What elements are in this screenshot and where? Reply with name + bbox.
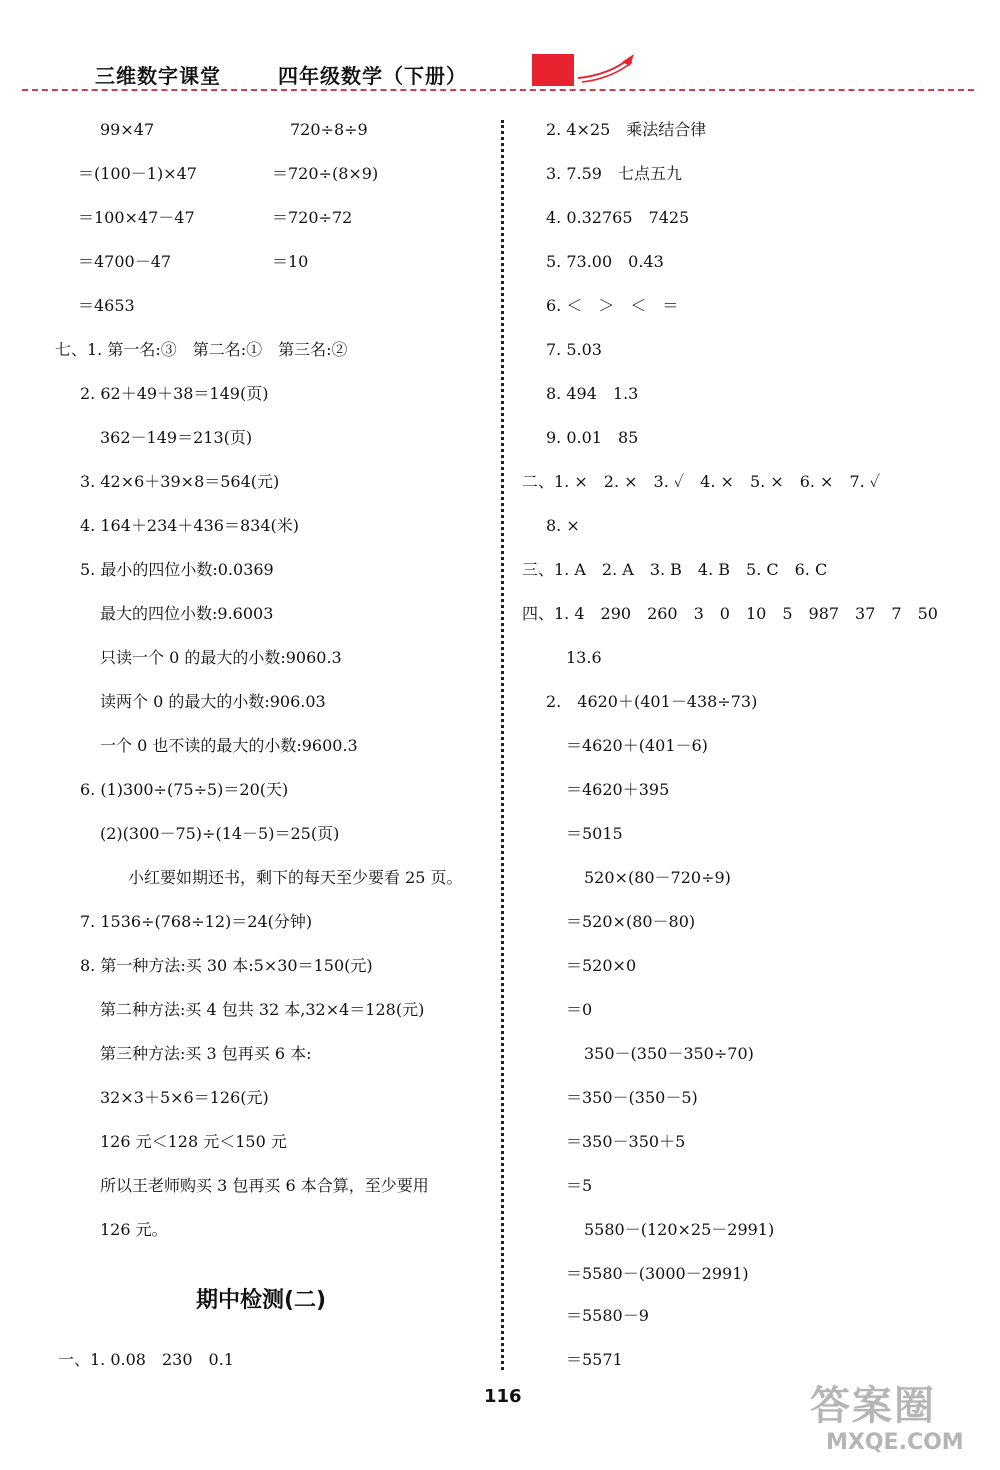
answer-line: 2. 4620＋(401－438÷73) [546, 692, 758, 711]
answer-line: 350－(350－350÷70) [584, 1044, 754, 1063]
book-title: 四年级数学（下册） [278, 64, 467, 88]
page-number: 116 [484, 1386, 522, 1407]
answer-line: 99×47 [100, 120, 155, 139]
answer-line: ＝720÷72 [272, 208, 353, 227]
answer-line: 5. 最小的四位小数:0.0369 [80, 560, 274, 579]
answer-line: 2. 4×25 乘法结合律 [546, 120, 707, 139]
answer-line: 8. 第一种方法:买 30 本:5×30＝150(元) [80, 956, 373, 975]
answer-line: 2. 62＋49＋38＝149(页) [80, 384, 269, 403]
answer-line: 9. 0.01 85 [546, 428, 639, 447]
answer-line: ＝520×(80－80) [566, 912, 696, 931]
answer-line: ＝4620＋(401－6) [566, 736, 708, 755]
answer-line: 4. 164＋234＋436＝834(米) [80, 516, 299, 535]
answer-line: ＝4700－47 [78, 252, 172, 271]
answer-line: ＝4653 [78, 296, 135, 315]
answer-line: ＝720÷(8×9) [272, 164, 379, 183]
answer-line: ＝520×0 [566, 956, 637, 975]
answer-line: 最大的四位小数:9.6003 [100, 604, 274, 623]
answer-line: 一、1. 0.08 230 0.1 [58, 1350, 234, 1369]
answer-line: 6. (1)300÷(75÷5)＝20(天) [80, 780, 289, 799]
watermark-url: MXQE.COM [826, 1430, 964, 1455]
answer-line: 三、1. A 2. A 3. B 4. B 5. C 6. C [522, 560, 828, 579]
answer-line: 第二种方法:买 4 包共 32 本,32×4＝128(元) [100, 1000, 425, 1019]
answer-line: 二、1. × 2. × 3. ✓ 4. × 5. × 6. × 7. ✓ [522, 472, 881, 491]
answer-line: ＝(100－1)×47 [78, 164, 197, 183]
rocket-logo-icon [530, 52, 640, 92]
answer-line: 四、1. 4 290 260 3 0 10 5 987 37 7 50 [522, 604, 938, 623]
answer-line: 32×3＋5×6＝126(元) [100, 1088, 269, 1107]
answer-line: 所以王老师购买 3 包再买 6 本合算，至少要用 [100, 1176, 429, 1195]
answer-line: ＝5571 [566, 1350, 623, 1369]
answer-line: 小红要如期还书，剩下的每天至少要看 25 页。 [128, 868, 463, 887]
answer-line: 6. ＜ ＞ ＜ ＝ [546, 296, 679, 315]
header-divider [22, 89, 974, 91]
answer-line: 5. 73.00 0.43 [546, 252, 664, 271]
answer-line: 一个 0 也不读的最大的小数:9600.3 [100, 736, 358, 755]
answer-line: 第三种方法:买 3 包再买 6 本: [100, 1044, 312, 1063]
answer-line: 4. 0.32765 7425 [546, 208, 690, 227]
answer-line: ＝4620＋395 [566, 780, 670, 799]
answer-line: 8. 494 1.3 [546, 384, 639, 403]
answer-line: ＝5580－(3000－2991) [566, 1264, 749, 1283]
answer-line: ＝5580－9 [566, 1306, 649, 1325]
watermark-text: 答案圈 [810, 1383, 936, 1429]
answer-line: ＝5 [566, 1176, 593, 1195]
answer-line: 3. 42×6＋39×8＝564(元) [80, 472, 280, 491]
answer-line: ＝0 [566, 1000, 593, 1019]
answer-line: 520×(80－720÷9) [584, 868, 731, 887]
section-title: 期中检测(二) [196, 1288, 327, 1313]
answer-line: ＝350－(350－5) [566, 1088, 698, 1107]
answer-line: 7. 1536÷(768÷12)＝24(分钟) [80, 912, 313, 931]
answer-line: 126 元＜128 元＜150 元 [100, 1132, 287, 1151]
answer-line: 只读一个 0 的最大的小数:9060.3 [100, 648, 342, 667]
answer-line: ＝350－350＋5 [566, 1132, 686, 1151]
answer-line: (2)(300－75)÷(14－5)＝25(页) [100, 824, 340, 843]
answer-line: 126 元。 [100, 1220, 168, 1239]
answer-line: 3. 7.59 七点五九 [546, 164, 682, 183]
answer-line: 8. × [546, 516, 580, 535]
answer-line: ＝5015 [566, 824, 623, 843]
answer-line: ＝10 [272, 252, 309, 271]
answer-line: 13.6 [566, 648, 602, 667]
page-header [0, 0, 1000, 100]
series-title: 三维数字课堂 [95, 64, 221, 88]
answer-line: 读两个 0 的最大的小数:906.03 [100, 692, 326, 711]
answer-line: 七、1. 第一名:③ 第二名:① 第三名:② [55, 340, 348, 359]
answer-line: ＝100×47－47 [78, 208, 195, 227]
watermark-logo [790, 1374, 990, 1464]
answer-line: 5580－(120×25－2991) [584, 1220, 775, 1239]
answer-line: 362－149＝213(页) [100, 428, 253, 447]
column-divider [501, 120, 504, 1370]
answer-line: 7. 5.03 [546, 340, 602, 359]
answer-line: 720÷8÷9 [290, 120, 368, 139]
